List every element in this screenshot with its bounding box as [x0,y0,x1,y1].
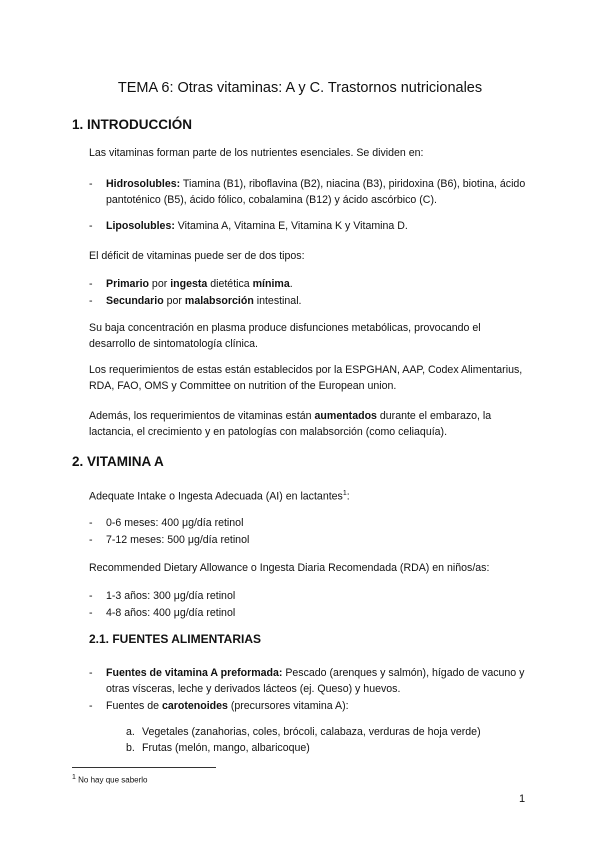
dash-bullet: - [89,278,93,290]
dash-bullet: - [89,295,93,307]
section-heading-introduccion: 1. INTRODUCCIÓN [72,117,193,132]
term-liposolubles: Liposolubles: [106,220,175,232]
rda-value: 4-8 años: 400 μg/día retinol [106,607,236,619]
text-fragment: Pescado (arenques y salmón), hígado de vacuno y otras vísceras, leche y derivados lácteos (ej. Queso) y huevos. [106,667,525,695]
document-title: TEMA 6: Otras vitaminas: A y C. Trastornos nutricionales [117,80,483,96]
list-marker: a. [126,726,135,738]
list-item [126,740,546,756]
ai-value: 7-12 meses: 500 μg/día retinol [106,534,250,546]
term-hidrosolubles: Hidrosolubles: [106,178,181,190]
term-vitamina-a-preformada: Fuentes de vitamina A preformada: [106,667,283,679]
source-text: Frutas (melón, mango, albaricoque) [142,742,310,754]
requirements-paragraph: Los requerimientos de estas están establecidos por la ESPGHAN, AAP, Codex Alimentarius, RDA, FAO, OMS y Committee on nutrition of the European union. [89,364,523,392]
term-carotenoides: carotenoides [161,700,228,712]
deficit-types-list [89,276,529,310]
vitamin-types-list-2 [89,218,529,235]
footnote-number: 1 [72,774,76,781]
term-aumentados: aumentados [314,410,377,422]
list-item-primario [89,276,529,292]
text-fragment: durante el embarazo, la lactancia, el crecimiento y en patologías con malabsorción (como celiaquía). [89,410,492,438]
text-fragment: Adequate Intake o Ingesta Adecuada (AI) en lactantes [89,490,343,503]
list-item-secundario [89,293,529,309]
subsection-heading-fuentes: 2.1. FUENTES ALIMENTARIAS [89,632,262,646]
dash-bullet: - [89,220,93,232]
list-marker: b. [126,742,135,754]
text-fragment: : [346,490,350,503]
dash-bullet: - [89,178,93,190]
text-fragment: (precursores vitamina A): [227,700,349,712]
footnote-ref[interactable]: 1 [342,490,347,497]
footnote-divider [72,767,216,768]
rda-value: 1-3 años: 300 μg/día retinol [106,590,236,602]
page-number: 1 [519,793,526,805]
ai-list [89,515,529,549]
list-item-preformada [89,665,529,697]
list-item [89,588,529,604]
text-fragment: intestinal. [253,295,302,307]
rda-intro: Recommended Dietary Allowance o Ingesta Diaria Recomendada (RDA) en niños/as: [89,562,490,574]
list-item [126,724,546,740]
list-item-carotenoides [89,698,529,714]
section-heading-vitamina-a: 2. VITAMINA A [72,454,164,469]
dash-bullet: - [89,700,93,712]
dash-bullet: - [89,607,93,619]
footnote-text: No hay que saberlo [75,775,148,785]
list-item-liposolubles [89,218,529,234]
list-item [89,515,529,531]
term-secundario: Secundario [106,295,164,307]
rda-list [89,588,529,622]
list-item-hidrosolubles [89,176,529,208]
increase-paragraph [89,408,529,440]
liposolubles-description: Vitamina A, Vitamina E, Vitamina K y Vitamina D. [174,220,408,232]
term-primario: Primario [106,278,149,290]
text-fragment: dietética [207,278,253,290]
footnote [72,774,148,785]
term-malabsorcion: malabsorción [184,295,254,307]
text-fragment: . [289,278,293,290]
list-item [89,605,529,621]
dash-bullet: - [89,534,93,546]
text-fragment: Fuentes de [106,700,162,712]
sources-list [89,665,529,715]
text-fragment: por [148,278,171,290]
term-minima: mínima [252,278,290,290]
dash-bullet: - [89,517,93,529]
term-ingesta: ingesta [170,278,208,290]
source-text: Vegetales (zanahorias, coles, brócoli, calabaza, verduras de hoja verde) [142,726,481,738]
carotenoid-sources-list [126,724,546,756]
text-fragment: Además, los requerimientos de vitaminas están [89,410,315,422]
deficit-intro: El déficit de vitaminas puede ser de dos tipos: [89,250,305,262]
ai-intro [89,486,529,505]
text-fragment: por [163,295,185,307]
vitamin-types-list [89,176,529,209]
dash-bullet: - [89,667,93,679]
intro-paragraph: Las vitaminas forman parte de los nutrientes esenciales. Se dividen en: [89,147,424,159]
ai-value: 0-6 meses: 400 μg/día retinol [106,517,244,529]
hidrosolubles-description: Tiamina (B1), riboflavina (B2), niacina (B3), piridoxina (B6), biotina, ácido pantoténico (B5), ácido fólico, cobalamina (B12) y ácido ascórbico (C). [106,178,526,206]
list-item [89,532,529,548]
plasma-paragraph: Su baja concentración en plasma produce disfunciones metabólicas, provocando el desarrollo de sintomatología clínica. [89,322,481,350]
dash-bullet: - [89,590,93,602]
